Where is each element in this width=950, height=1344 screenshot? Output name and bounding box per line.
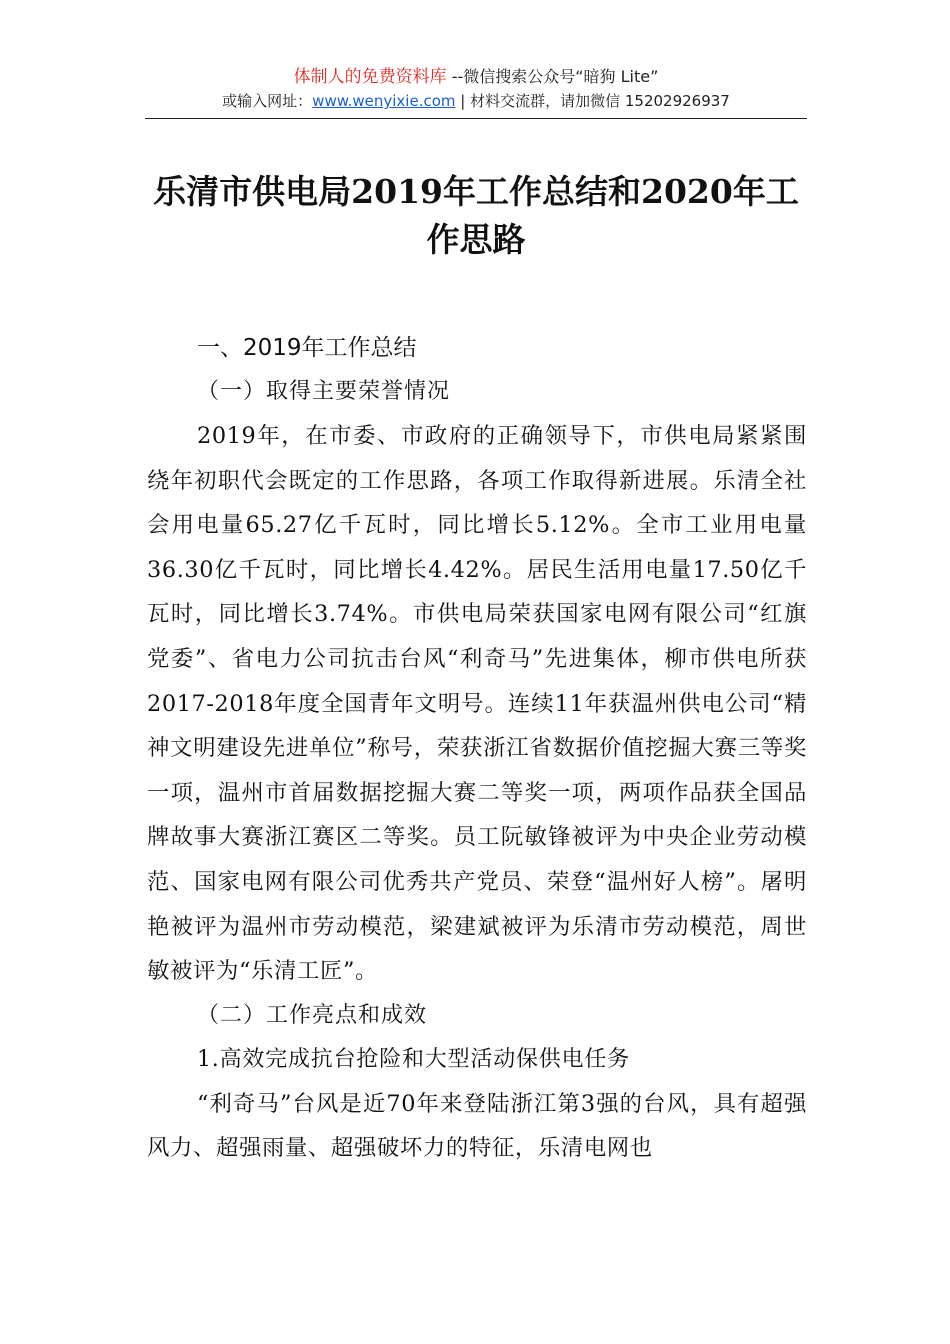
subsection-heading-honors: （一）取得主要荣誉情况	[197, 379, 451, 404]
document-title: 乐清市供电局2019年工作总结和2020年工作思路	[153, 172, 799, 259]
header-divider	[145, 118, 807, 119]
paragraph-honors: 2019年，在市委、市政府的正确领导下，市供电局紧紧围绕年初职代会既定的工作思路，各项工作取得新进展。乐清全社会用电量65.27亿千瓦时，同比增长5.12%。全市工业用电量36.30亿千瓦时，同比增长4.42%。居民生活用电量17.50亿千瓦时，同比增长3.74%。市供电局荣获国家电网有限公司“红旗党委”、省电力公司抗击台风“利奇马”先进集体，柳市供电所获2017-2018年度全国青年文明号。连续11年获温州供电公司“精神文明建设先进单位”称号，荣获浙江省数据价值挖掘大赛三等奖一项，温州市首届数据挖掘大赛二等奖一项，两项作品获全国品牌故事大赛浙江赛区二等奖。员工阮敏锋被评为中央企业劳动模范、国家电网有限公司优秀共产党员、荣登“温州好人榜”。屠明艳被评为温州市劳动模范，梁建斌被评为乐清市劳动模范，周世敏被评为“乐清工匠”。	[147, 423, 807, 985]
subsection-heading-highlights: （二）工作亮点和成效	[197, 1002, 428, 1028]
header-url-line	[145, 90, 807, 112]
paragraph-typhoon: “利奇马”台风是近70年来登陆浙江第3强的台风，具有超强风力、超强雨量、超强破坏力的特征，乐清电网也	[147, 1090, 807, 1162]
header-url-suffix: | 材料交流群，请加微信 15202926937	[455, 92, 730, 110]
item-heading-typhoon: 1.高效完成抗台抢险和大型活动保供电任务	[197, 1046, 630, 1072]
document-body	[147, 326, 807, 1171]
page-header	[145, 66, 807, 112]
header-tagline: --微信搜索公众号“暗狗 Lite”	[446, 67, 659, 86]
header-promo-line	[145, 66, 807, 88]
header-url-link[interactable]: www.wenyixie.com	[312, 92, 456, 110]
header-brand: 体制人的免费资料库	[293, 67, 447, 87]
header-url-prefix: 或输入网址：	[222, 92, 313, 110]
section-heading: 一、2019年工作总结	[197, 335, 417, 361]
